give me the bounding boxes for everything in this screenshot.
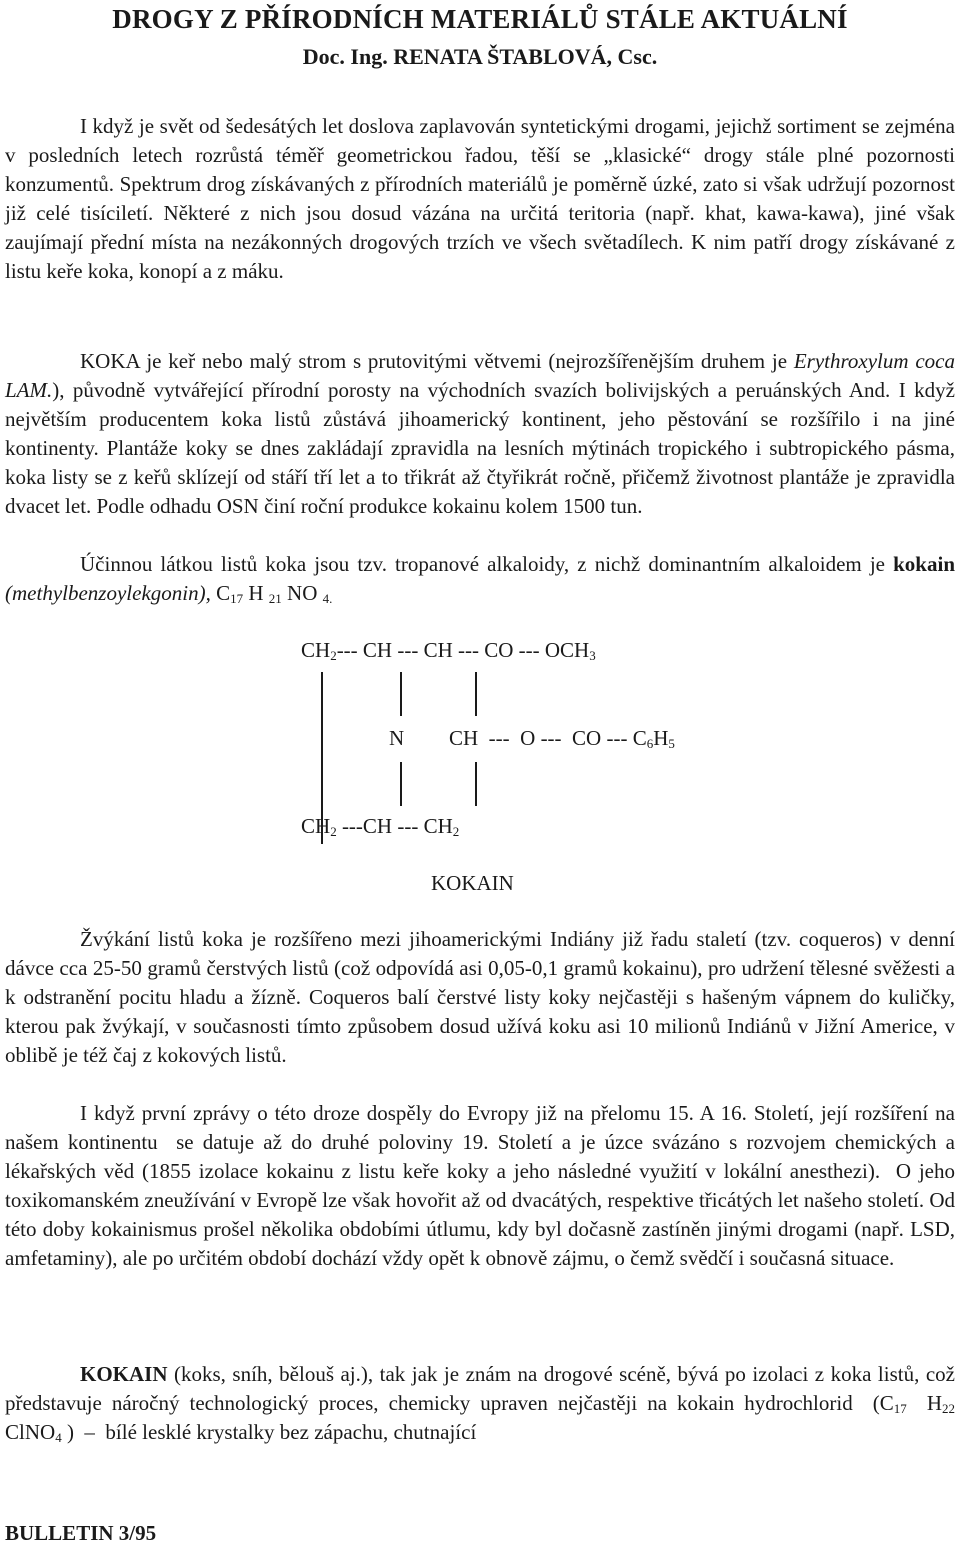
alkaloid-paragraph	[5, 550, 955, 608]
bond-line	[400, 672, 402, 716]
structure-row-1: $CH_2---$ CH --- CH --- CO --- $OCH_3$	[301, 638, 596, 663]
article-title: DROGY Z PŘÍRODNÍCH MATERIÁLŮ STÁLE AKTUÁLNÍ	[112, 4, 848, 34]
koka-text-b: ), původně vytvářející přírodní porosty na východních svazích bolivijských a peruánských And. I když největším producentem koka listů zůstává jihoamerický kontinent, jeho pěstování se rozšířilo i na jiné kontinenty. Plantáže koky se dnes zakládají zpravidla na lesních mýtinách tropického i subtropického pásma, koka listy se z keřů sklízejí od stáří tří let a to třikrát až čtyřikrát ročně, přičemž životnost plantáže je zpravidla dvacet let. Podle odhadu OSN činí roční produkce kokainu kolem 1500 tun.	[5, 378, 955, 518]
kokain-bold: kokain	[893, 552, 955, 576]
kokain-formula: $C_{17}$ H $_{21}$ NO $_{4.}$	[216, 581, 333, 606]
chewing-paragraph: Žvýkání listů koka je rozšířeno mezi jihoamerickými Indiány již řadu staletí (tzv. coqueros) v denní dávce cca 25-50 gramů čerstvých listů (což odpovídá asi 0,05-0,1 gramů kokainu), pro udržení tělesné svěžesti a k odstranění pocitu hladu a žízně. Coqueros balí čerstvé listy koky nejčastěji s hašeným vápnem do kuličky, kterou pak žvýkají, v současnosti tímto způsobem dosud užívá koku asi 10 milionů Indiánů v Jižní Americe, v oblibě je též čaj z kokových listů.	[5, 927, 955, 1067]
intro-paragraph: I když je svět od šedesátých let doslova zaplavován syntetickými drogami, jejichž sortiment se zejména v posledních letech rozrůstá téměř geometrickou řadou, těší se „klasické“ drogy stále plné pozornosti konzumentů. Spektrum drog získávaných z přírodních materiálů je poměrně úzké, zato si však udržují pozornost již celé tisíciletí. Některé z nich jsou dosud vázána na určitá teritoria (např. khat, kawa-kawa), jiné však zaujímají přední místa na nezákonných drogových trzích ve všech světadílech. K nim patří drogy získávané z listu keře koka, konopí a z máku.	[5, 114, 955, 283]
europe-paragraph: I když první zprávy o této droze dospěly do Evropy již na přelomu 15. A 16. Století, její rozšíření na našem kontinentu se datuje až do druhé poloviny 19. Století a je úzce svázáno s rozvojem chemických a lékařských věd (1855 izolace kokainu z listu keře koky a jeho následné využití v lokální anesthezi). O jeho toxikomanském zneužívání v Evropě lze však hovořit až od dvacátých, respektive třicátých let našeho století. Od této doby kokainismus prošel několika obdobími útlumu, kdy byl dočasně zastíněn jinými drogami (např. LSD, amfetaminy), ale po určitém období dochází vždy opět k obnově zájmu, o čemž svědčí i současná situace.	[5, 1101, 960, 1270]
structure-row-3: $CH_2$ ---CH --- $CH_2$	[301, 814, 460, 839]
koka-term: KOKA	[80, 349, 140, 373]
kokain-paragraph: KOKAIN (koks, sníh, bělouš aj.), tak jak je znám na drogové scéně, bývá po izolaci z koka listů, což představuje náročný technologický proces, chemicky upraven nejčastěji na kokain hydrochlorid ($C_{17}$ $H_{22}$ ClNO$_4$ ) – bílé lesklé krystalky bez zápachu, chutnající	[5, 1362, 960, 1445]
article-author: Doc. Ing. RENATA ŠTABLOVÁ, Csc.	[302, 44, 658, 69]
structure-row-2-n: N	[389, 726, 405, 750]
bond-line	[400, 762, 402, 806]
kokain-term: KOKAIN	[80, 1362, 168, 1386]
structure-row-2: CH --- O --- CO --- $C_6H_5$	[449, 726, 675, 751]
kokain-chemical-name: (methylbenzoylekgonin),	[5, 581, 211, 605]
koka-paragraph	[5, 347, 955, 521]
koka-text-a: je keř nebo malý strom s prutovitými větvemi (nejrozšířenějším druhem je	[139, 349, 794, 373]
bond-line	[475, 762, 477, 806]
structure-label: KOKAIN	[431, 871, 514, 895]
bond-line	[475, 672, 477, 716]
bulletin-footer: BULLETIN 3/95	[5, 1521, 157, 1545]
alkaloid-text: Účinnou látkou listů koka jsou tzv. tropanové alkaloidy, z nichž dominantním alkaloidem je	[80, 552, 894, 576]
koka-latin-name: Erythroxylum coca LAM.	[5, 349, 955, 402]
